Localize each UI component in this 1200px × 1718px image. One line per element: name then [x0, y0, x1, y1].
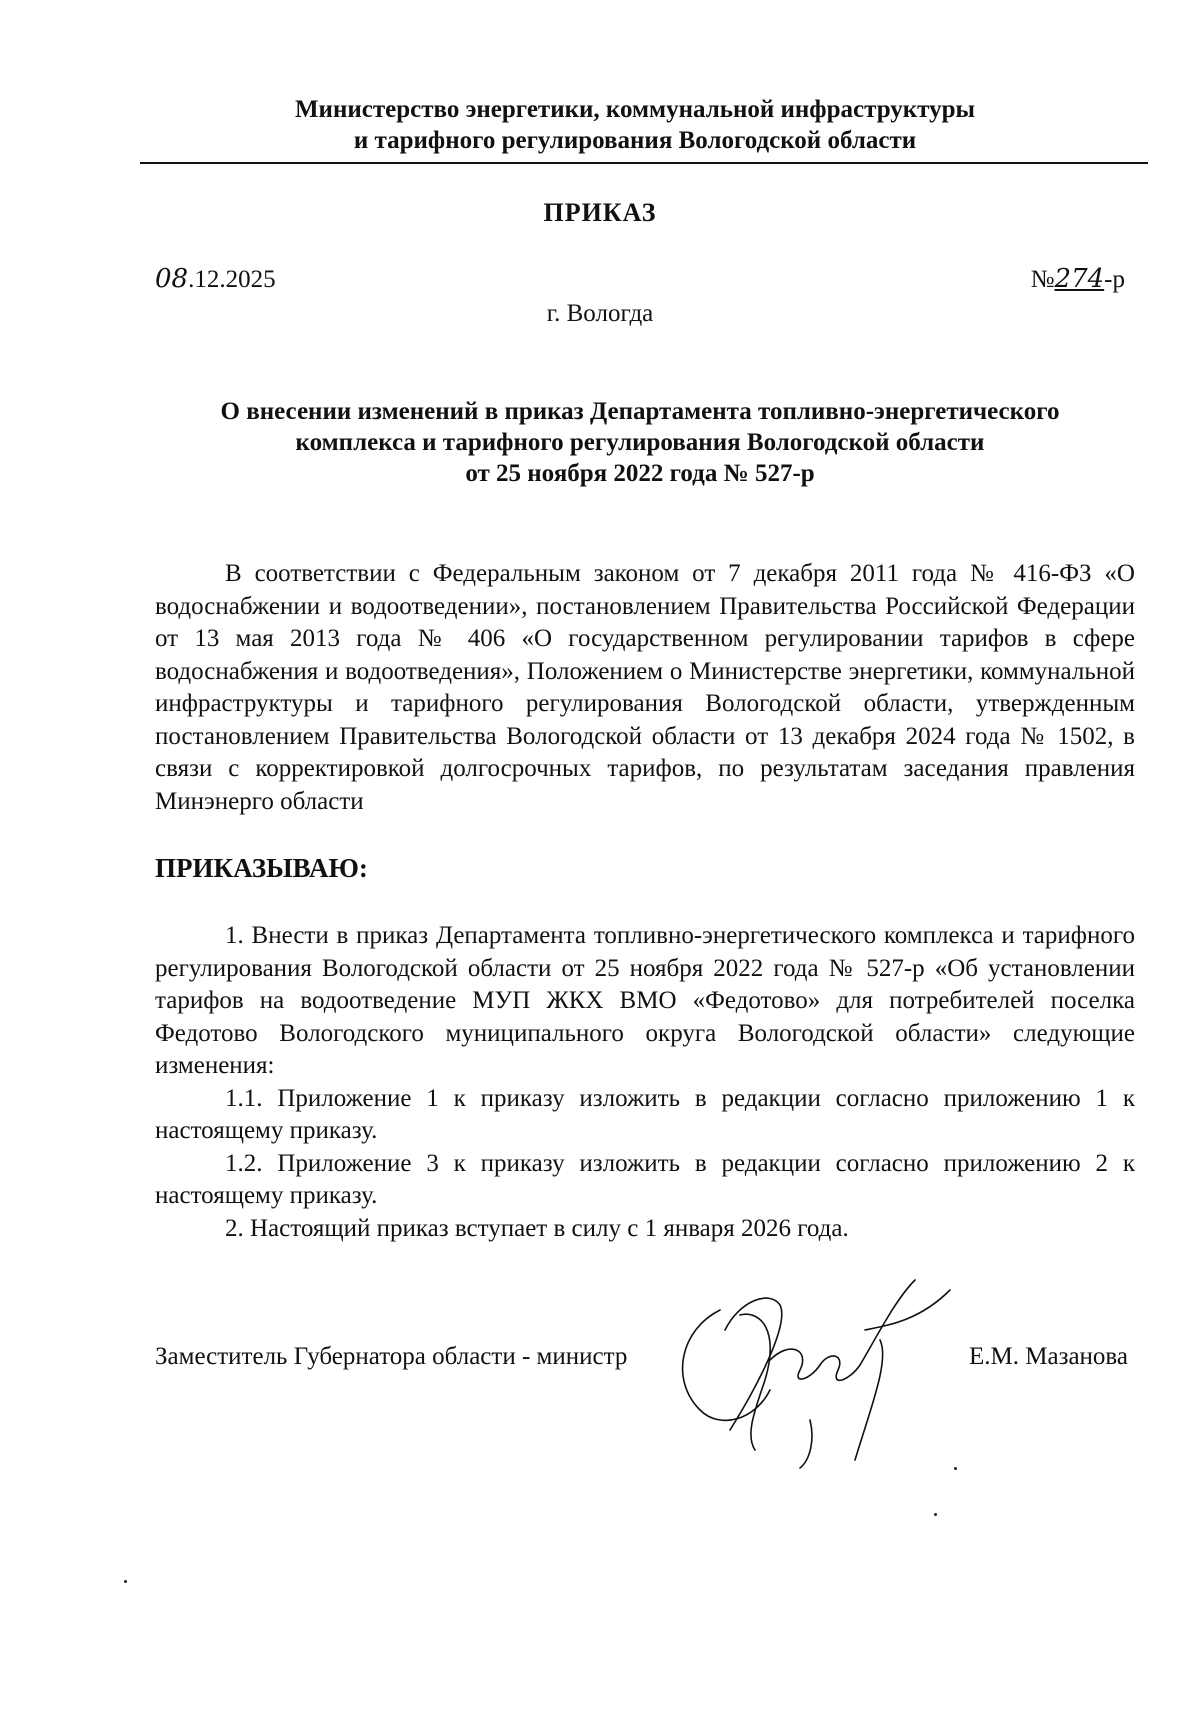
signatory-name: Е.М. Мазанова	[969, 1343, 1128, 1370]
order-city: г. Вологда	[546, 300, 654, 327]
scan-speck	[124, 1580, 127, 1583]
order-number-prefix: №	[1030, 266, 1055, 293]
order-date-handwritten: 08	[155, 264, 189, 294]
item-1-2: 1.2. Приложение 3 к приказу изложить в редакции согласно приложению 2 к настоящему приказу.	[155, 1149, 1135, 1209]
ministry-name-line-1: Министерство энергетики, коммунальной инфраструктуры	[294, 96, 976, 123]
item-1-1: 1.1. Приложение 1 к приказу изложить в редакции согласно приложению 1 к настоящему приказу.	[155, 1084, 1135, 1144]
order-number	[1031, 264, 1125, 294]
subject-line-3: от 25 ноября 2022 года № 527-р	[465, 460, 815, 487]
preamble-paragraph: В соответствии с Федеральным законом от 7 декабря 2011 года № 416-ФЗ «О водоснабжении и водоотведении», постановлением Правительства Российской Федерации от 13 мая 2013 года № 406 «О государственном регулировании тарифов в сфере водоснабжения и водоотведения», Положением о Министерстве энергетики, коммунальной инфраструктуры и тарифного регулирования Вологодской области, утвержденным постановлением Правительства Вологодской области от 13 декабря 2024 года № 1502, в связи с корректировкой долгосрочных тарифов, по результатам заседания правления Минэнерго области	[155, 560, 1135, 815]
order-number-handwritten: 274	[1054, 264, 1105, 294]
item-2: 2. Настоящий приказ вступает в силу с 1 января 2026 года.	[225, 1214, 849, 1242]
scan-speck	[954, 1467, 957, 1470]
order-number-suffix: -р	[1104, 266, 1125, 293]
header-divider	[140, 162, 1148, 164]
document-title: ПРИКАЗ	[543, 198, 657, 227]
subject-line-2: комплекса и тарифного регулирования Вологодской области	[295, 429, 985, 456]
handwritten-signature	[660, 1270, 980, 1470]
ministry-name-line-2: и тарифного регулирования Вологодской области	[353, 127, 917, 154]
order-items	[155, 920, 1135, 1245]
scan-speck	[934, 1513, 937, 1516]
decree-heading: ПРИКАЗЫВАЮ:	[155, 853, 368, 883]
order-date-printed: .12.2025	[188, 266, 276, 293]
order-date	[155, 264, 276, 294]
subject-line-1: О внесении изменений в приказ Департамента топливно-энергетического	[220, 398, 1060, 425]
item-1: 1. Внести в приказ Департамента топливно-энергетического комплекса и тарифного регулирования Вологодской области от 25 ноября 2022 года № 527-р «Об установлении тарифов на водоотведение МУП ЖКХ ВМО «Федотово» для потребителей поселка Федотово Вологодского муниципального округа Вологодской области» следующие изменения:	[155, 922, 1135, 1079]
signatory-role: Заместитель Губернатора области - министр	[155, 1343, 628, 1370]
